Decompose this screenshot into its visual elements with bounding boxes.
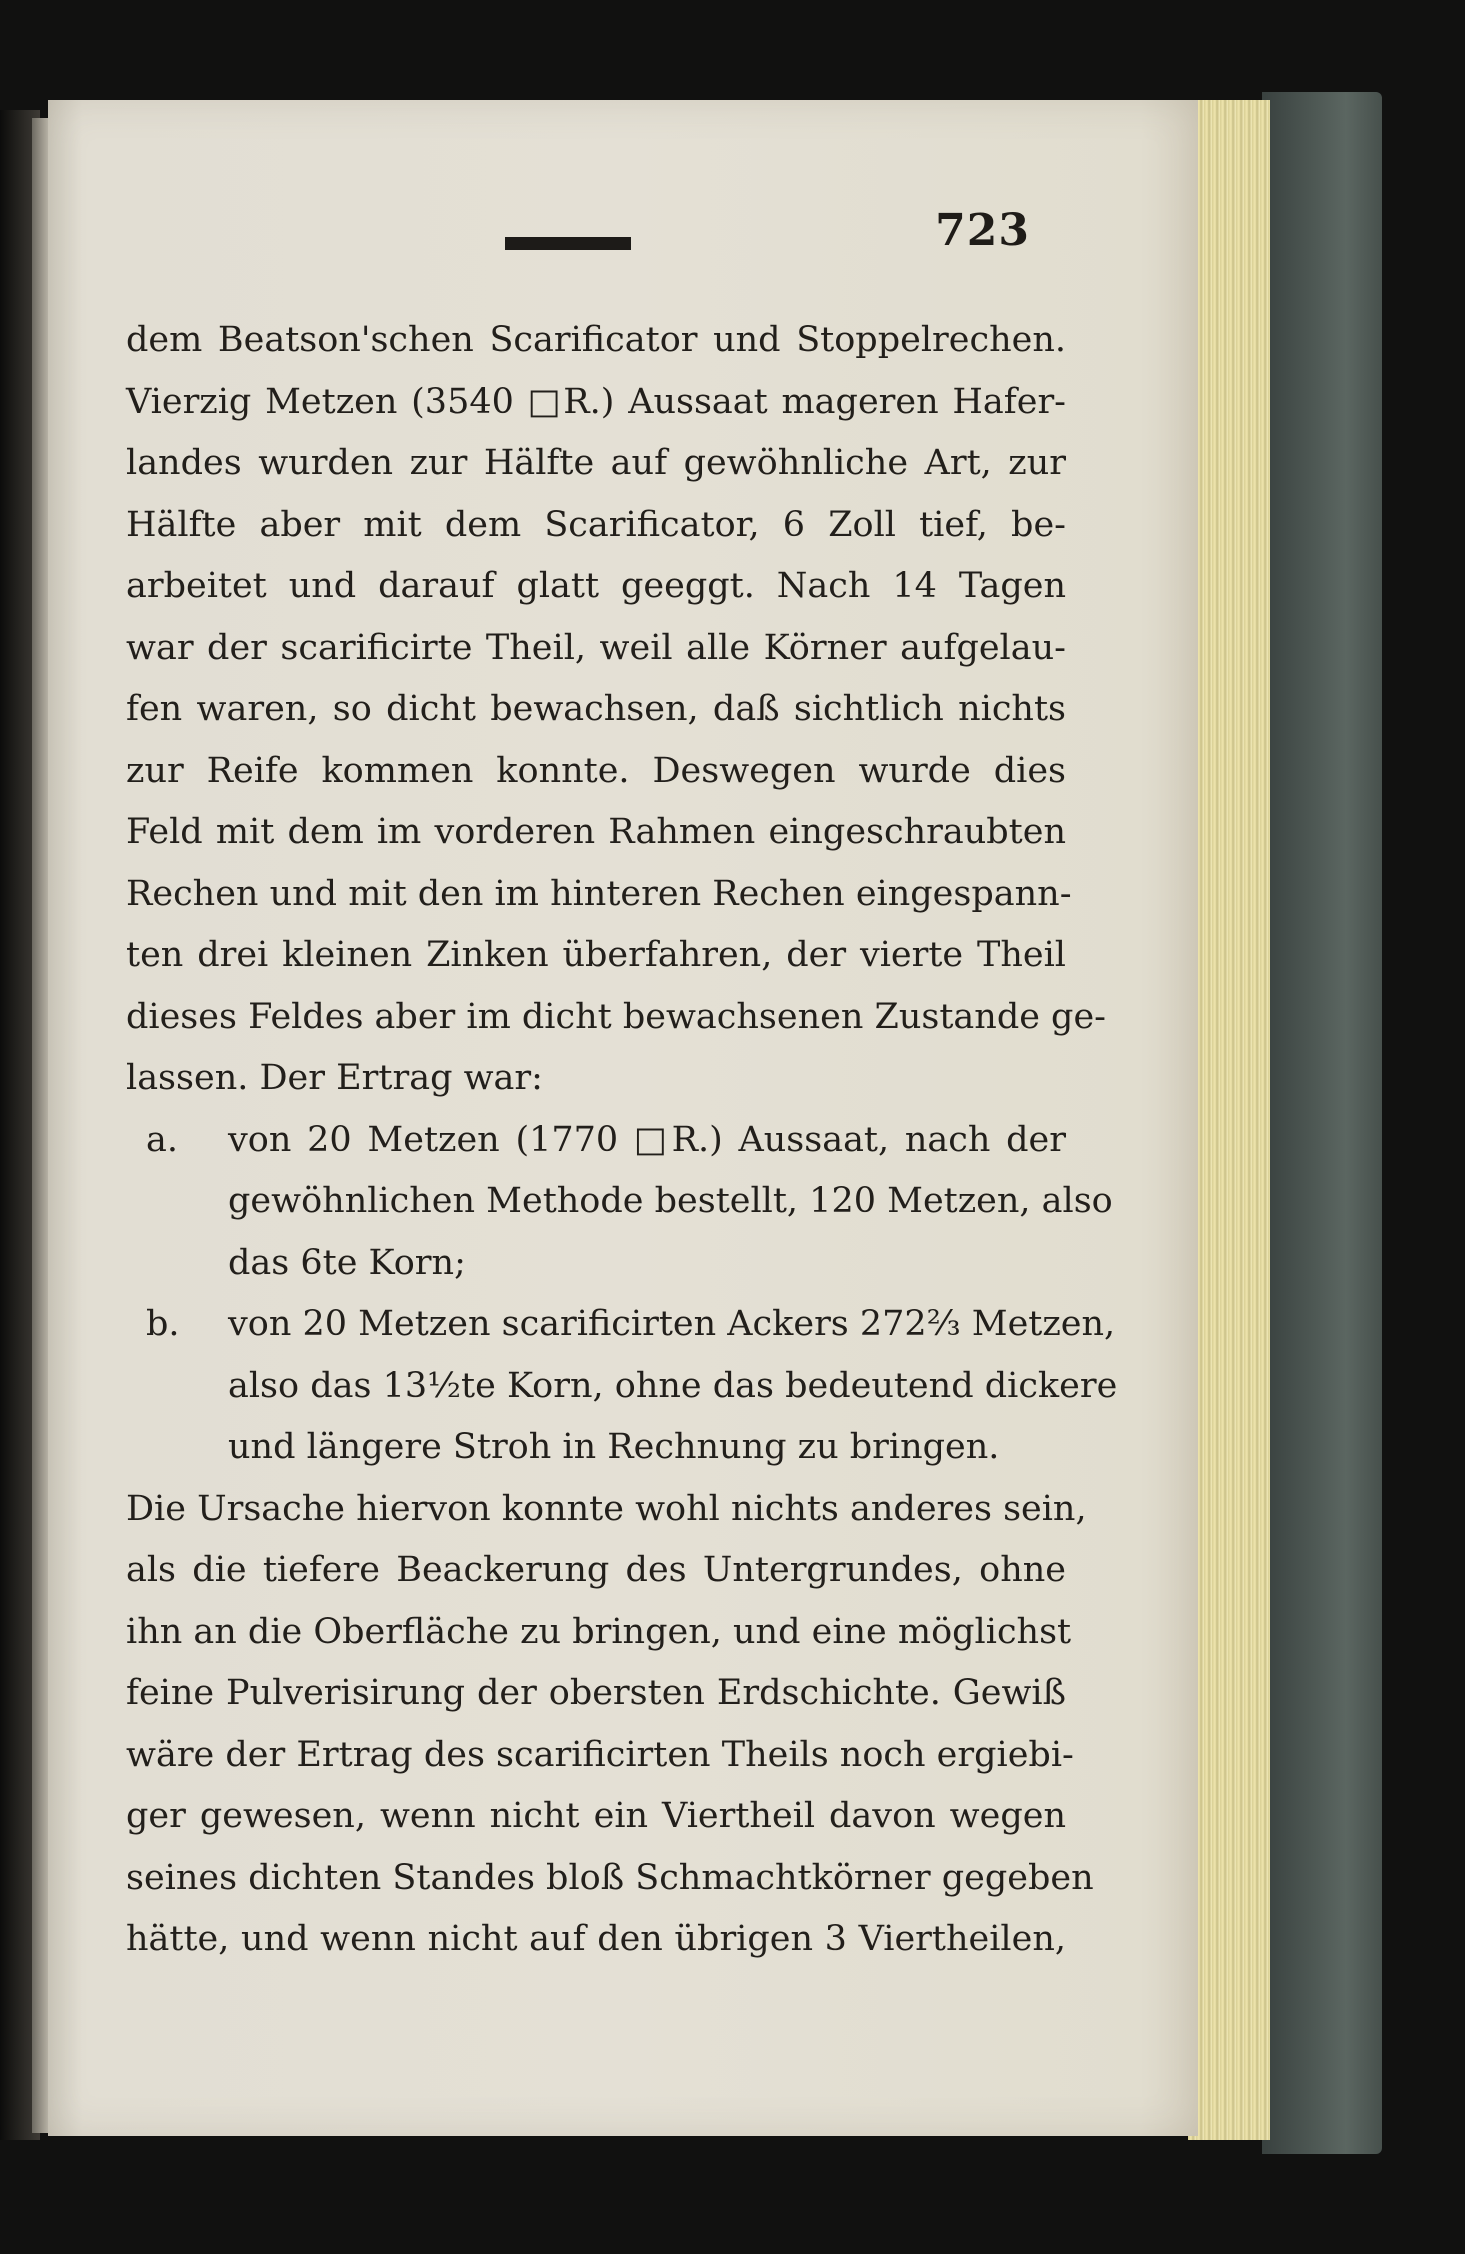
list-item-label: a. xyxy=(146,1119,178,1160)
list-item-text-line: gewöhnlichen Methode bestellt, 120 Metzen, also xyxy=(228,1181,1113,1221)
list-item-text-line: von 20 Metzen scarificirten Ackers 272⅔ Metzen, xyxy=(228,1304,1116,1344)
list-item-label: b. xyxy=(146,1304,180,1344)
text-line: Die Ursache hiervon konnte wohl nichts anderes sein, xyxy=(126,1488,1087,1529)
text-line: fen waren, so dicht bewachsen, daß sichtlich nichts xyxy=(126,689,1066,729)
text-line: Feld mit dem im vorderen Rahmen eingeschraubten xyxy=(126,812,1066,852)
list-item-a xyxy=(126,1110,1066,1172)
text-line: als die tiefere Beackerung des Untergrundes, ohne xyxy=(126,1550,1066,1590)
page-number: 723 xyxy=(935,205,1030,256)
text-line: ihn an die Oberfläche zu bringen, und eine möglichst xyxy=(126,1611,1072,1652)
text-line: landes wurden zur Hälfte auf gewöhnliche Art, zur xyxy=(126,443,1066,483)
list-item-text-line: das 6te Korn; xyxy=(228,1242,466,1283)
page-edges xyxy=(1188,100,1270,2140)
text-line: ger gewesen, wenn nicht ein Viertheil davon wegen xyxy=(126,1796,1066,1836)
text-line: arbeitet und darauf glatt geeggt. Nach 14 Tagen xyxy=(126,566,1066,606)
list-item-b xyxy=(126,1294,1116,1356)
header-ornament-rule xyxy=(505,237,631,250)
text-line: feine Pulverisirung der obersten Erdschichte. Gewiß xyxy=(126,1673,1066,1713)
text-line: dem Beatson'schen Scarificator und Stoppelrechen. xyxy=(126,320,1066,360)
list-item-text-line: also das 13½te Korn, ohne das bedeutend dickere xyxy=(228,1365,1118,1406)
page-text xyxy=(126,310,1118,1971)
text-line: wäre der Ertrag des scarificirten Theils noch ergiebi- xyxy=(126,1734,1074,1775)
text-line: war der scarificirte Theil, weil alle Körner aufgelau- xyxy=(126,627,1066,668)
text-line: zur Reife kommen konnte. Deswegen wurde dies xyxy=(126,750,1066,791)
list-item-text-line: von 20 Metzen (1770 □R.) Aussaat, nach der xyxy=(228,1119,1066,1160)
text-line: Hälfte aber mit dem Scarificator, 6 Zoll tief, be- xyxy=(126,504,1066,545)
text-line: Rechen und mit den im hinteren Rechen eingespann- xyxy=(126,873,1072,914)
text-line: hätte, und wenn nicht auf den übrigen 3 Viertheilen, xyxy=(126,1919,1066,1959)
list-item-text-line: und längere Stroh in Rechnung zu bringen. xyxy=(228,1427,1000,1467)
right-book-cover xyxy=(1262,92,1382,2154)
text-line: Vierzig Metzen (3540 □R.) Aussaat mageren Hafer- xyxy=(126,381,1066,422)
text-line: seines dichten Standes bloß Schmachtkörner gegeben xyxy=(126,1857,1094,1898)
text-line: lassen. Der Ertrag war: xyxy=(126,1058,543,1098)
text-line: ten drei kleinen Zinken überfahren, der vierte Theil xyxy=(126,935,1066,975)
text-line: dieses Feldes aber im dicht bewachsenen Zustande ge- xyxy=(126,996,1106,1037)
